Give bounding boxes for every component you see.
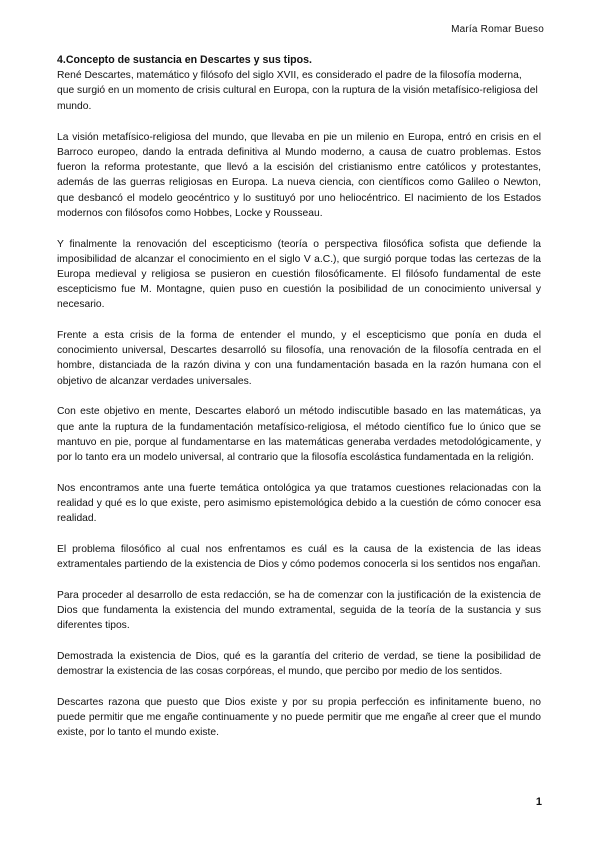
paragraph: Y finalmente la renovación del escepticismo (teoría o perspectiva filosófica sofista que defiende la imposibilidad de alcanzar el conocimiento en el siglo V a.C.), que surgió porque todas las certezas de la Europa medieval y religiosa se pusieron en cuestión filosóficamente. El filósofo fundamental de este escepticismo fue M. Montagne, quien puso en cuestión la posibilidad de un conocimiento universal y necesario. — [57, 238, 541, 311]
paragraph: Con este objetivo en mente, Descartes elaboró un método indiscutible basado en las matemáticas, ya que ante la ruptura de la fundamentación metafísico-religiosa, el método científico fue lo único que se mantuvo en pie, porque al fundamentarse en las matemáticas generaba verdades metodológicamente, y por lo tanto era un modelo universal, al contrario que la filosofía escolástica fundamentada en la religión. — [57, 406, 541, 463]
paragraph: Nos encontramos ante una fuerte temática ontológica ya que tratamos cuestiones relacionadas con la realidad y qué es lo que existe, pero asimismo epistemológica debido a la cuestión de cómo conocer esa realidad. — [57, 482, 541, 525]
paragraph: La visión metafísico-religiosa del mundo, que llevaba en pie un milenio en Europa, entró en crisis en el Barroco europeo, dando la entrada definitiva al Mundo moderno, a causa de cuatro problemas. Estos fueron la reforma protestante, que llevó a la escisión del cristianismo entre católicos y protestantes, además de las guerras religiosas en Europa. La nueva ciencia, con científicos como Galileo o Newton, que desbancó el modelo geocéntrico y lo sustituyó por uno heliocéntrico. El nacimiento de los Estados modernos con filósofos como Hobbes, Locke y Rousseau. — [57, 131, 541, 219]
paragraph: Para proceder al desarrollo de esta redacción, se ha de comenzar con la justificación de la existencia de Dios que fundamenta la existencia del mundo extramental, seguida de la teoría de la sustancia y sus diferentes tipos. — [57, 589, 541, 632]
page-number: 1 — [535, 796, 542, 808]
paragraph: El problema filosófico al cual nos enfrentamos es cuál es la causa de la existencia de las ideas extramentales partiendo de la existencia de Dios y cómo podemos conocerla si los sentidos nos engañan. — [57, 543, 541, 570]
author-name: María Romar Bueso — [451, 24, 544, 35]
intro-paragraph: René Descartes, matemático y filósofo del siglo XVII, es considerado el padre de la filosofía moderna, que surgió en un momento de crisis cultural en Europa, con la ruptura de la visión metafísico-religiosa del mundo. — [57, 70, 538, 112]
document-body — [57, 53, 541, 756]
paragraph: Demostrada la existencia de Dios, qué es la garantía del criterio de verdad, se tiene la posibilidad de demostrar la existencia de las cosas corpóreas, el mundo, que percibo por medio de los sentidos. — [57, 650, 541, 677]
paragraph: Frente a esta crisis de la forma de entender el mundo, y el escepticismo que ponía en duda el conocimiento universal, Descartes desarrolló su filosofía, una renovación de la filosofía centrada en el hombre, distanciada de la razón divina y con una fundamentación basada en la razón humana con el objetivo de alcanzar verdades universales. — [57, 330, 541, 387]
paragraph: Descartes razona que puesto que Dios existe y por su propia perfección es infinitamente bueno, no puede permitir que me engañe continuamente y no puede permitir que me engañe al creer que el mundo existe, por lo tanto el mundo existe. — [57, 696, 541, 739]
section-title: 4.Concepto de sustancia en Descartes y sus tipos. — [57, 54, 312, 66]
